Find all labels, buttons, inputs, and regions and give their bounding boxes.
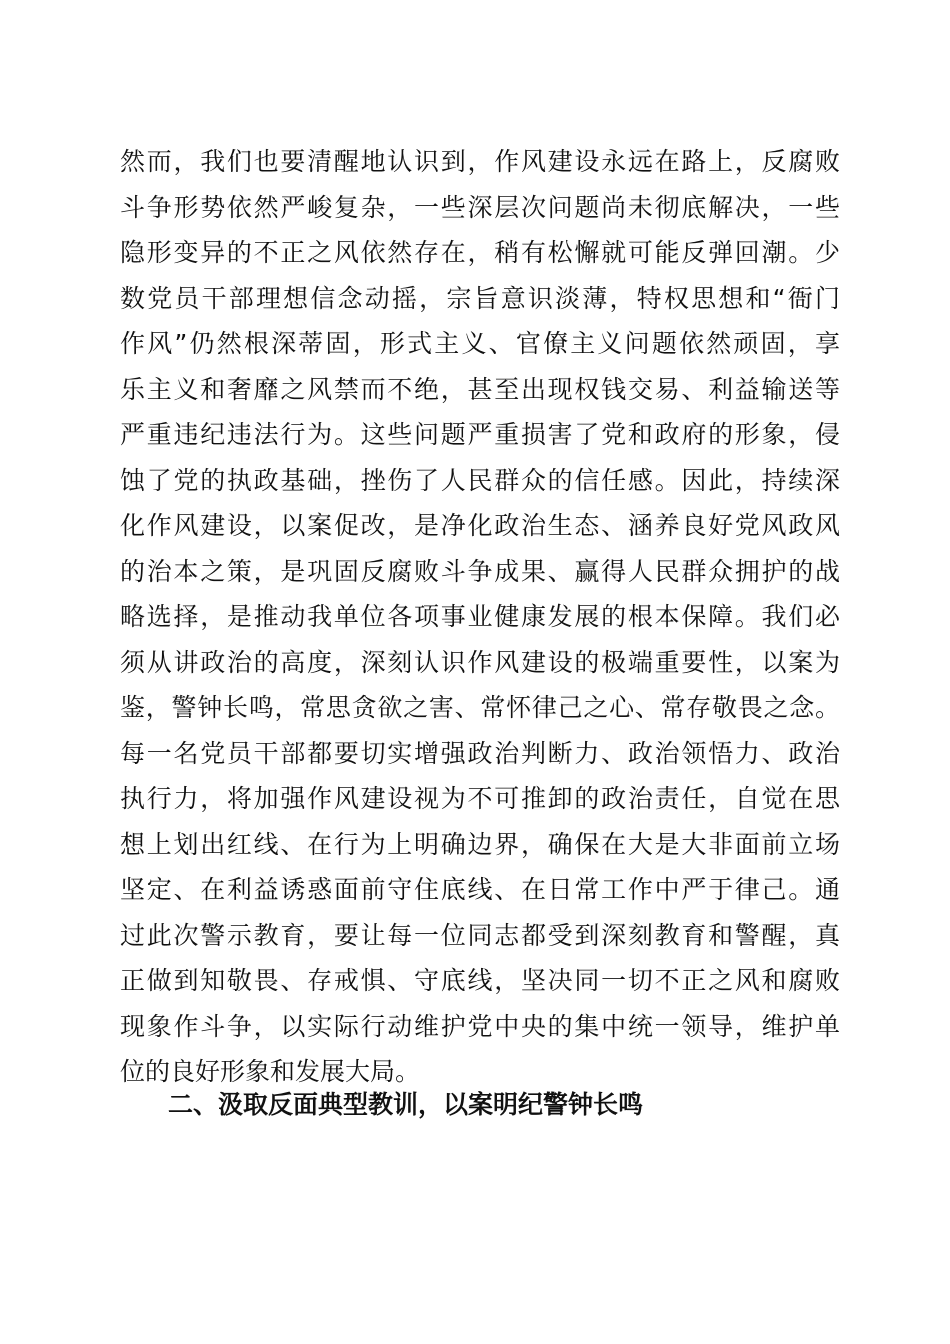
paragraph-line: 蚀了党的执政基础，挫伤了人民群众的信任感。因此，持续深 [120,465,840,495]
paragraph-line: 正做到知敬畏、存戒惧、守底线，坚决同一切不正之风和腐败 [120,966,840,995]
paragraph-line: 作风”仍然根深蒂固，形式主义、官僚主义问题依然顽固，享 [120,329,840,358]
paragraph-line: 略选择，是推动我单位各项事业健康发展的根本保障。我们必 [120,602,840,631]
paragraph-line: 严重违纪违法行为。这些问题严重损害了党和政府的形象，侵 [120,420,840,449]
paragraph-line: 位的良好形象和发展大局。 [120,1057,421,1086]
section-heading: 二、汲取反面典型教训，以案明纪警钟长鸣 [168,1090,644,1119]
paragraph-line: 执行力，将加强作风建设视为不可推卸的政治责任，自觉在思 [120,784,840,813]
paragraph-line: 数党员干部理想信念动摇，宗旨意识淡薄，特权思想和“衙门 [120,283,840,313]
paragraph-line: 现象作斗争，以实际行动维护党中央的集中统一领导，维护单 [120,1011,840,1041]
paragraph-line: 每一名党员干部都要切实增强政治判断力、政治领悟力、政治 [120,738,840,768]
paragraph-line: 过此次警示教育，要让每一位同志都受到深刻教育和警醒，真 [120,920,840,950]
paragraph-line: 的治本之策，是巩固反腐败斗争成果、赢得人民群众拥护的战 [120,556,840,586]
paragraph-line: 乐主义和奢靡之风禁而不绝，甚至出现权钱交易、利益输送等 [120,374,840,404]
paragraph-line: 须从讲政治的高度，深刻认识作风建设的极端重要性，以案为 [120,647,840,677]
paragraph-line: 化作风建设，以案促改，是净化政治生态、涵养良好党风政风 [120,511,840,540]
body-paragraph [120,139,840,1095]
paragraph-line: 鉴，警钟长鸣，常思贪欲之害、常怀律己之心、常存敬畏之念。 [120,693,840,722]
paragraph-line: 隐形变异的不正之风依然存在，稍有松懈就可能反弹回潮。少 [120,238,840,267]
paragraph-line: 斗争形势依然严峻复杂，一些深层次问题尚未彻底解决，一些 [120,192,840,222]
paragraph-line: 然而，我们也要清醒地认识到，作风建设永远在路上，反腐败 [120,147,840,176]
paragraph-line: 坚定、在利益诱惑面前守住底线、在日常工作中严于律己。通 [120,875,840,904]
paragraph-line: 想上划出红线、在行为上明确边界，确保在大是大非面前立场 [120,829,840,859]
